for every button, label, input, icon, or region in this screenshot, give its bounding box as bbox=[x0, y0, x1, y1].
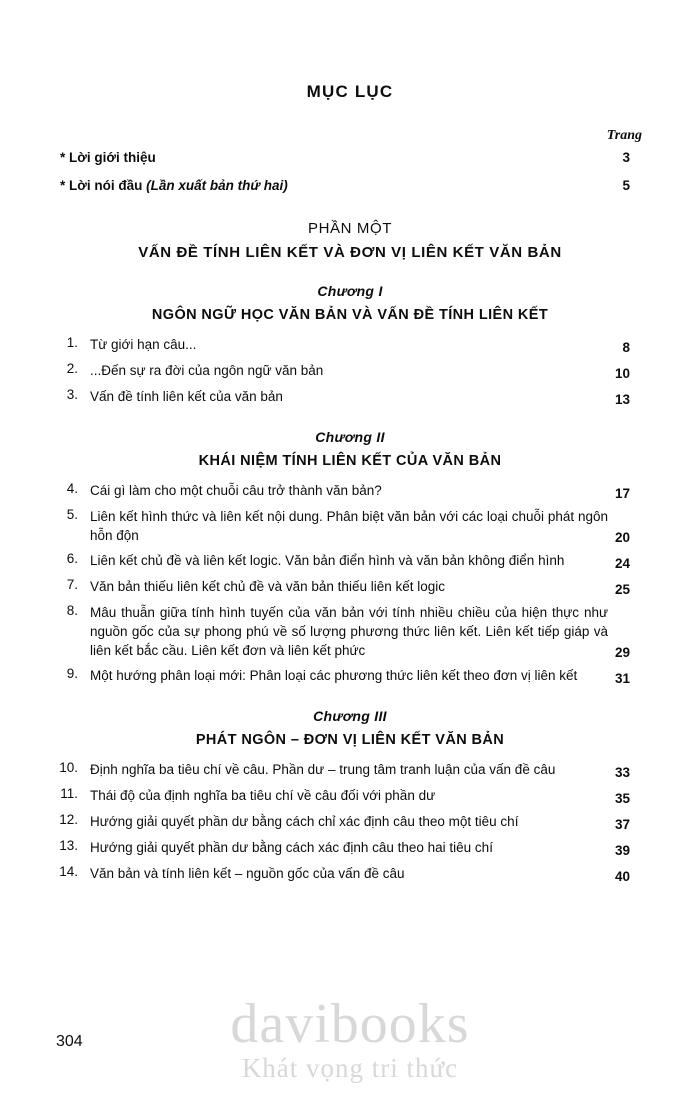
entry-text: ...Đến sự ra đời của ngôn ngữ văn bản bbox=[90, 363, 324, 378]
front-matter-item[interactable] bbox=[52, 178, 648, 206]
chapter-label-2: Chương II bbox=[315, 429, 385, 445]
toc-entry[interactable] bbox=[52, 551, 648, 571]
entry-page: 24 bbox=[614, 556, 630, 571]
entry-text: Vấn đề tính liên kết của văn bản bbox=[90, 389, 283, 404]
entry-text: Thái độ của định nghĩa ba tiêu chí về câu đối với phần dư bbox=[90, 788, 436, 803]
entry-page: 31 bbox=[614, 671, 630, 686]
entry-page: 20 bbox=[614, 530, 630, 545]
toc-entry[interactable] bbox=[52, 838, 648, 858]
entry-page: 35 bbox=[614, 791, 630, 806]
chapter-entries-1 bbox=[52, 335, 648, 407]
toc-entry[interactable] bbox=[52, 577, 648, 597]
entry-number: 10. bbox=[59, 760, 78, 775]
toc-entry[interactable] bbox=[52, 481, 648, 501]
entry-number: 4. bbox=[66, 481, 78, 496]
chapter-title-3: PHÁT NGÔN – ĐƠN VỊ LIÊN KẾT VĂN BẢN bbox=[195, 732, 505, 748]
part-label: PHẦN MỘT bbox=[308, 220, 392, 237]
front-matter-label-italic: (Lần xuất bản thứ hai) bbox=[146, 178, 288, 193]
entry-page: 8 bbox=[622, 340, 630, 355]
toc-entry[interactable] bbox=[52, 335, 648, 355]
entry-text: Văn bản thiếu liên kết chủ đề và văn bản thiếu liên kết logic bbox=[90, 579, 445, 594]
toc-entry[interactable] bbox=[52, 864, 648, 884]
chapter-entries-2 bbox=[52, 481, 648, 686]
toc-entry[interactable] bbox=[52, 760, 648, 780]
entry-number: 9. bbox=[66, 666, 78, 681]
entry-number: 11. bbox=[60, 786, 78, 801]
entry-page: 10 bbox=[614, 366, 630, 381]
chapter-title-2: KHÁI NIỆM TÍNH LIÊN KẾT CỦA VĂN BẢN bbox=[198, 453, 502, 469]
entry-number: 5. bbox=[66, 507, 78, 522]
chapter-title-1: NGÔN NGỮ HỌC VĂN BẢN VÀ VẤN ĐỀ TÍNH LIÊN KẾT bbox=[151, 307, 549, 323]
entry-number: 13. bbox=[59, 838, 78, 853]
entry-page: 13 bbox=[614, 392, 630, 407]
entry-number: 2. bbox=[66, 361, 78, 376]
front-matter-label: * Lời giới thiệu bbox=[60, 150, 156, 165]
entry-number: 1. bbox=[66, 335, 78, 350]
entry-number: 8. bbox=[66, 603, 78, 618]
toc-entry[interactable] bbox=[52, 603, 648, 660]
entry-number: 12. bbox=[59, 812, 78, 827]
entry-page: 17 bbox=[614, 486, 630, 501]
entry-text: Cái gì làm cho một chuỗi câu trở thành văn bản? bbox=[90, 483, 382, 498]
entry-text: Văn bản và tính liên kết – nguồn gốc của vấn đề câu bbox=[90, 866, 405, 881]
toc-entry[interactable] bbox=[52, 507, 648, 545]
entry-page: 39 bbox=[614, 843, 630, 858]
watermark-sub: Khát vọng tri thức bbox=[241, 1053, 459, 1083]
entry-page: 33 bbox=[614, 765, 630, 780]
watermark bbox=[0, 993, 700, 1085]
entry-number: 14. bbox=[59, 864, 78, 879]
chapter-entries-3 bbox=[52, 760, 648, 884]
page-title: MỤC LỤC bbox=[306, 82, 394, 101]
entry-page: 37 bbox=[614, 817, 630, 832]
front-matter-label-text: * Lời nói đầu bbox=[60, 178, 147, 193]
entry-text: Mâu thuẫn giữa tính hình tuyến của văn bản với tính nhiều chiều của hiện thực như nguồn gốc của sự phong phú về số lượng phương thức liên kết. Liên kết tiếp giáp và liên kết bắc cầu. Liên kết đơn và liên kết phức bbox=[90, 605, 608, 658]
watermark-main: davibooks bbox=[230, 993, 470, 1055]
page-column-header-row bbox=[52, 128, 648, 150]
entry-text: Liên kết chủ đề và liên kết logic. Văn bản điển hình và văn bản không điển hình bbox=[90, 553, 565, 568]
entry-text: Từ giới hạn câu... bbox=[90, 337, 197, 352]
front-matter-item[interactable] bbox=[52, 150, 648, 178]
entry-text: Liên kết hình thức và liên kết nội dung. Phân biệt văn bản với các loại chuỗi phát ngôn hỗn độn bbox=[90, 509, 608, 543]
front-matter-label bbox=[60, 178, 288, 193]
entry-page: 29 bbox=[614, 645, 630, 660]
entry-number: 7. bbox=[66, 577, 78, 592]
chapter-label-1: Chương I bbox=[317, 283, 383, 299]
entry-page: 25 bbox=[614, 582, 630, 597]
entry-page: 40 bbox=[614, 869, 630, 884]
chapter-label-3: Chương III bbox=[313, 708, 387, 724]
entry-number: 3. bbox=[66, 387, 78, 402]
toc-entry[interactable] bbox=[52, 387, 648, 407]
entry-text: Một hướng phân loại mới: Phân loại các phương thức liên kết theo đơn vị liên kết bbox=[90, 668, 578, 683]
front-matter-list bbox=[52, 150, 648, 206]
toc-entry[interactable] bbox=[52, 361, 648, 381]
entry-text: Hướng giải quyết phần dư bằng cách xác định câu theo hai tiêu chí bbox=[90, 840, 493, 855]
front-matter-page: 5 bbox=[622, 178, 630, 193]
page-column-header: Trang bbox=[606, 128, 642, 143]
toc-page bbox=[0, 82, 700, 1093]
entry-text: Hướng giải quyết phần dư bằng cách chỉ xác định câu theo một tiêu chí bbox=[90, 814, 519, 829]
front-matter-page: 3 bbox=[622, 150, 630, 165]
entry-number: 6. bbox=[66, 551, 78, 566]
toc-entry[interactable] bbox=[52, 786, 648, 806]
toc-entry[interactable] bbox=[52, 812, 648, 832]
toc-entry[interactable] bbox=[52, 666, 648, 686]
page-number: 304 bbox=[56, 1033, 83, 1050]
part-title: VẤN ĐỀ TÍNH LIÊN KẾT VÀ ĐƠN VỊ LIÊN KẾT VĂN BẢN bbox=[138, 244, 562, 261]
entry-text: Định nghĩa ba tiêu chí về câu. Phần dư – trung tâm tranh luận của vấn đề câu bbox=[90, 762, 556, 777]
